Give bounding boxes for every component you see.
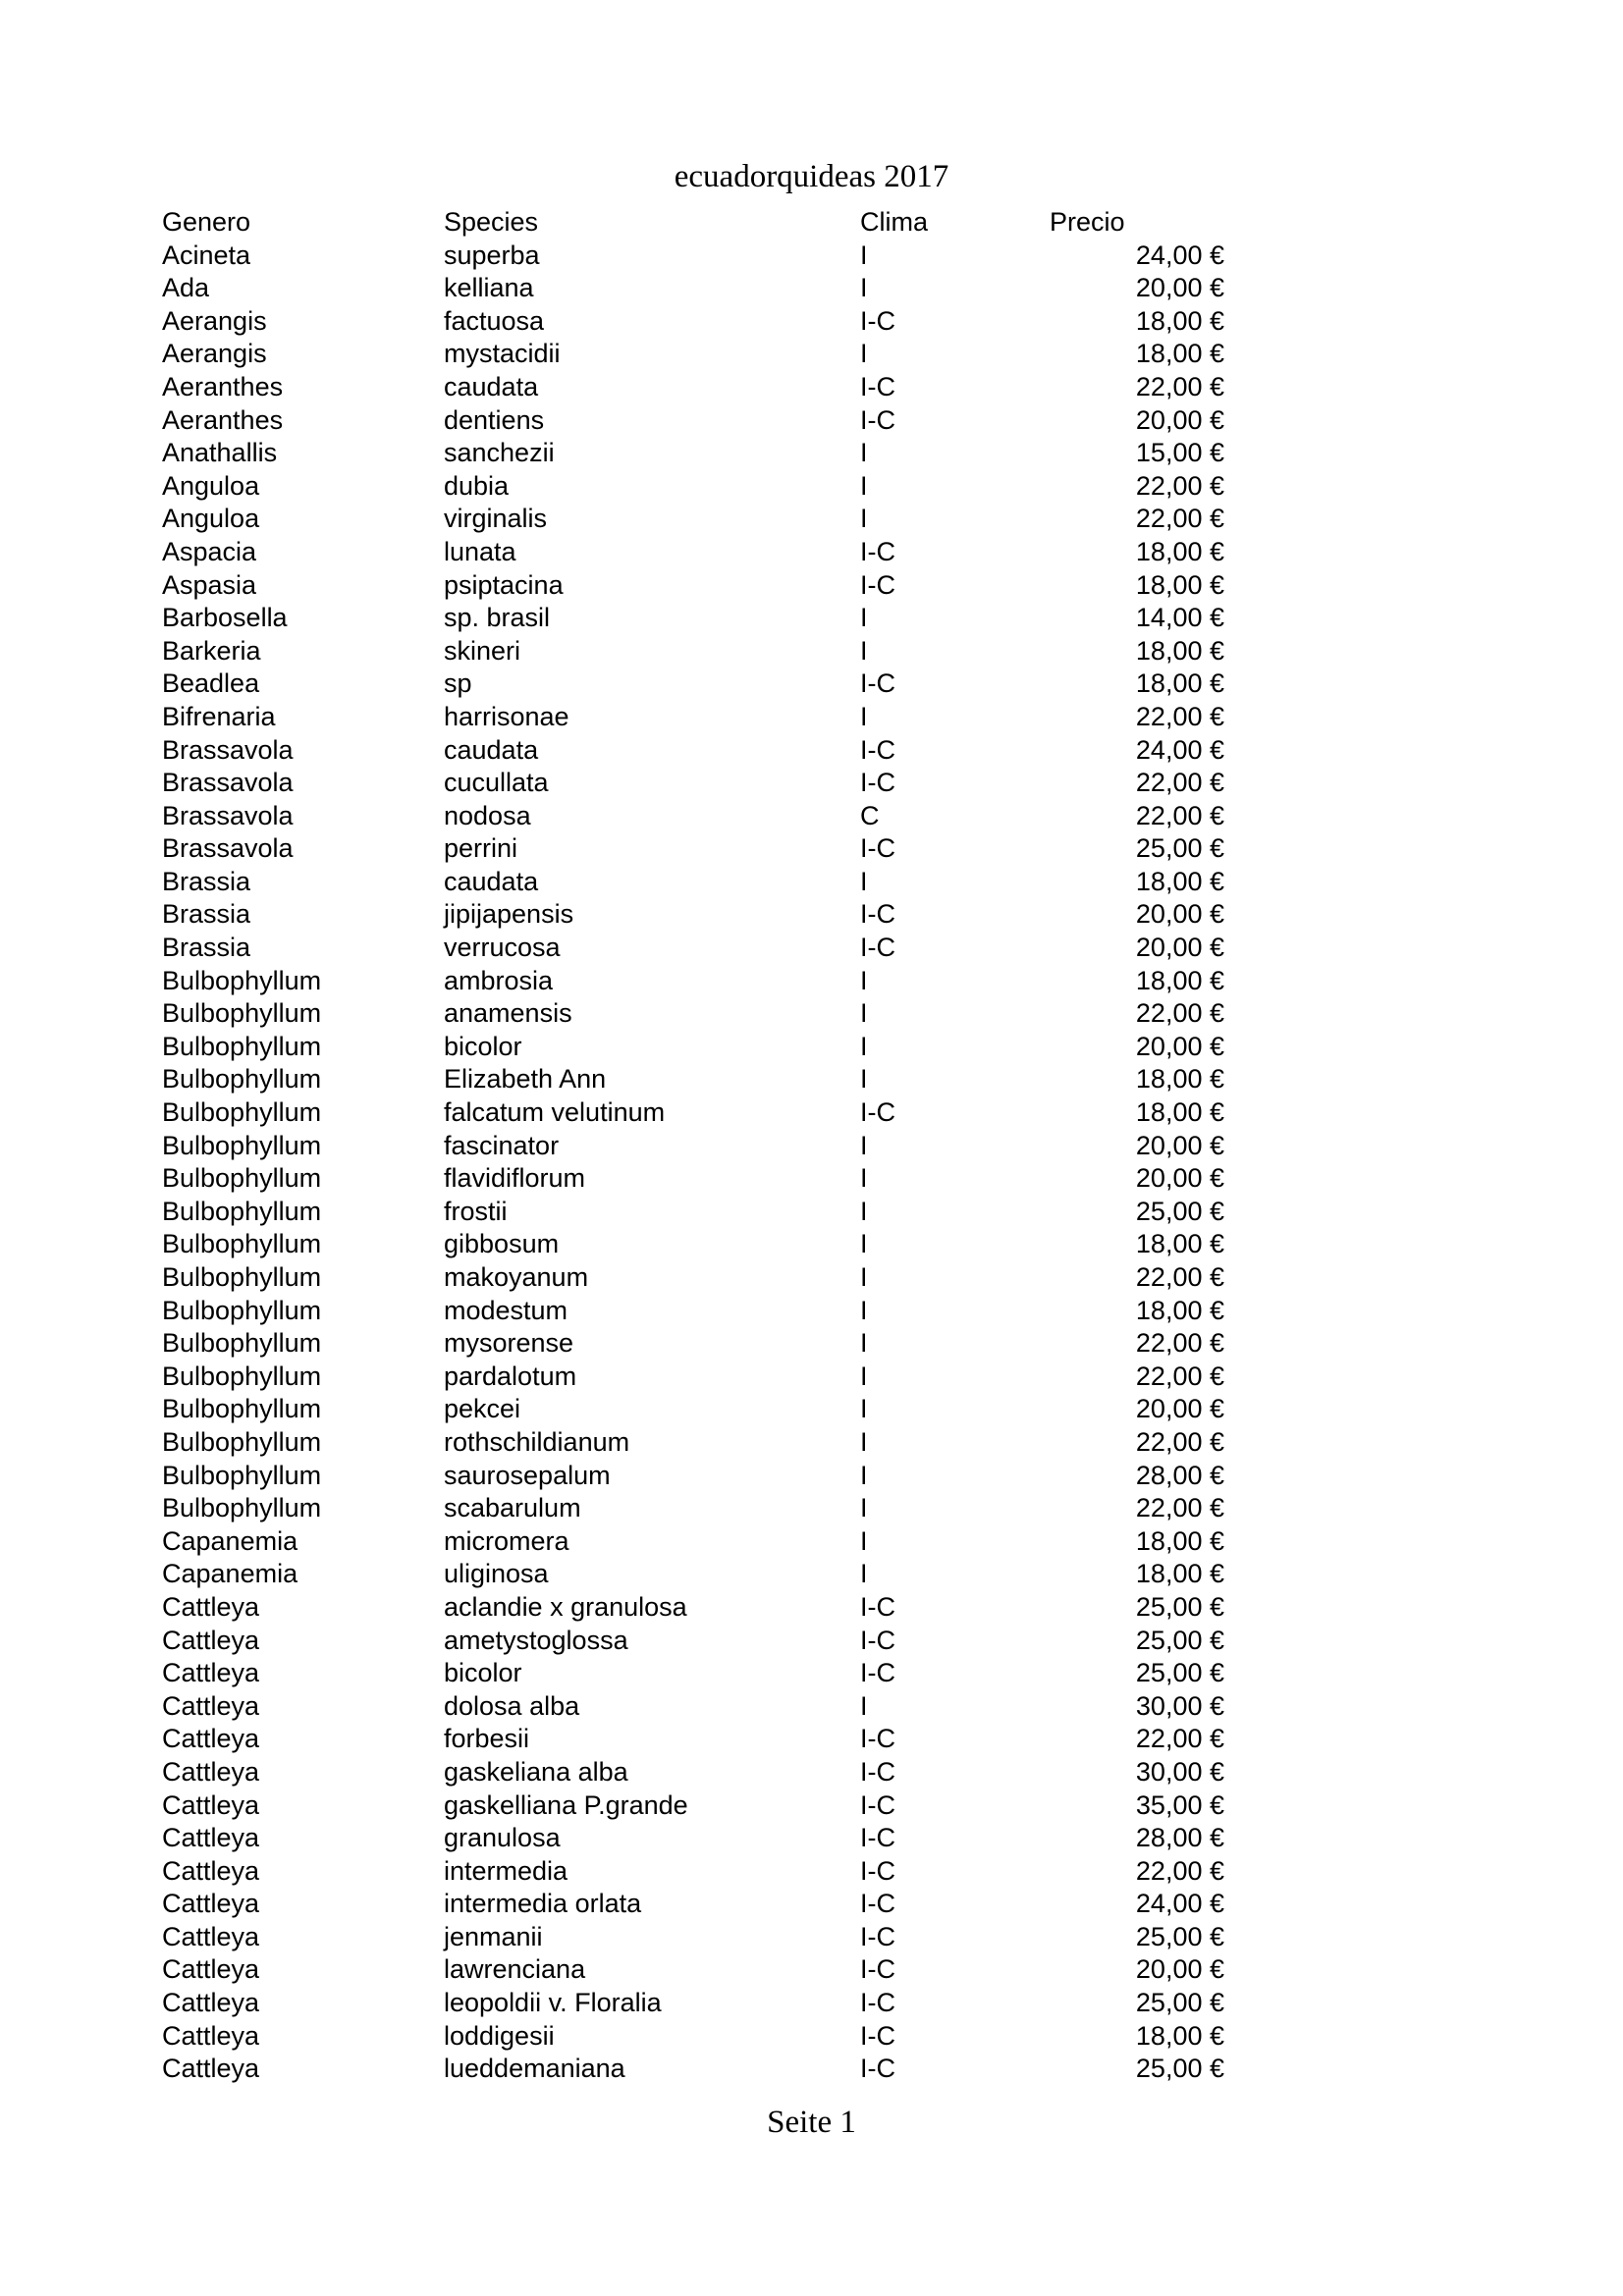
table-row — [162, 667, 1242, 701]
cell-genero: Aerangis — [162, 339, 267, 369]
cell-precio: 18,00 € — [1135, 1525, 1224, 1556]
table-row — [162, 1196, 1242, 1229]
cell-clima: I-C — [860, 1889, 895, 1919]
cell-genero: Brassavola — [162, 768, 294, 798]
cell-species: factuosa — [444, 305, 545, 336]
cell-clima: I — [860, 1262, 868, 1292]
cell-precio: 18,00 € — [1135, 668, 1224, 699]
table-row — [162, 1228, 1242, 1261]
cell-genero: Brassavola — [162, 833, 294, 864]
table-row — [162, 1130, 1242, 1163]
table-row — [162, 602, 1242, 635]
cell-precio: 22,00 € — [1135, 1361, 1224, 1391]
cell-species: sp. brasil — [444, 603, 551, 633]
cell-precio: 20,00 € — [1135, 1130, 1224, 1160]
table-row — [162, 1558, 1242, 1591]
cell-species: caudata — [444, 866, 539, 896]
cell-clima: I-C — [860, 569, 895, 600]
cell-species: gaskeliana alba — [444, 1756, 628, 1787]
cell-species: lawrenciana — [444, 1954, 586, 1985]
cell-precio: 20,00 € — [1135, 1163, 1224, 1194]
table-row — [162, 1756, 1242, 1789]
table-row — [162, 1361, 1242, 1394]
table-row — [162, 1789, 1242, 1823]
table-row — [162, 503, 1242, 536]
table-row — [162, 1327, 1242, 1361]
table-row — [162, 1888, 1242, 1921]
cell-precio: 20,00 € — [1135, 1031, 1224, 1061]
cell-genero: Brassavola — [162, 800, 294, 830]
cell-clima: I-C — [860, 2020, 895, 2051]
cell-clima: I-C — [860, 833, 895, 864]
cell-precio: 18,00 € — [1135, 1097, 1224, 1128]
cell-genero: Cattleya — [162, 1823, 260, 1853]
cell-clima: I — [860, 1460, 868, 1490]
cell-species: ambrosia — [444, 965, 554, 995]
table-row — [162, 734, 1242, 768]
cell-precio: 20,00 € — [1135, 899, 1224, 930]
cell-precio: 18,00 € — [1135, 866, 1224, 896]
cell-genero: Aspacia — [162, 536, 257, 566]
table-row — [162, 1525, 1242, 1559]
cell-species: Elizabeth Ann — [444, 1064, 607, 1095]
table-row — [162, 437, 1242, 470]
cell-precio: 18,00 € — [1135, 1559, 1224, 1589]
table-row — [162, 1723, 1242, 1756]
cell-clima: I-C — [860, 1954, 895, 1985]
cell-species: saurosepalum — [444, 1460, 611, 1490]
table-row — [162, 404, 1242, 438]
table-row — [162, 800, 1242, 833]
price-table — [162, 206, 1242, 2086]
cell-genero: Cattleya — [162, 1724, 260, 1754]
cell-precio: 28,00 € — [1135, 1460, 1224, 1490]
cell-clima: I — [860, 1196, 868, 1226]
table-row — [162, 932, 1242, 965]
cell-genero: Anathallis — [162, 438, 278, 468]
cell-clima: I-C — [860, 933, 895, 963]
cell-genero: Anguloa — [162, 470, 260, 501]
cell-clima: I — [860, 1690, 868, 1721]
table-row — [162, 701, 1242, 734]
cell-species: dubia — [444, 470, 510, 501]
cell-clima: I-C — [860, 1988, 895, 2018]
cell-precio: 20,00 € — [1135, 933, 1224, 963]
cell-genero: Beadlea — [162, 668, 260, 699]
cell-clima: I — [860, 603, 868, 633]
cell-species: forbesii — [444, 1724, 530, 1754]
cell-precio: 22,00 € — [1135, 1262, 1224, 1292]
cell-precio: 22,00 € — [1135, 768, 1224, 798]
table-row — [162, 272, 1242, 305]
cell-precio: 25,00 € — [1135, 1196, 1224, 1226]
cell-clima: I — [860, 438, 868, 468]
cell-genero: Cattleya — [162, 2020, 260, 2051]
cell-clima: I — [860, 1130, 868, 1160]
cell-species: pardalotum — [444, 1361, 577, 1391]
cell-clima: I — [860, 1229, 868, 1259]
cell-precio: 35,00 € — [1135, 1789, 1224, 1820]
cell-genero: Aeranthes — [162, 404, 284, 435]
table-row — [162, 1063, 1242, 1096]
cell-clima: I — [860, 866, 868, 896]
cell-genero: Barbosella — [162, 603, 288, 633]
cell-precio: 22,00 € — [1135, 1328, 1224, 1359]
cell-genero: Bulbophyllum — [162, 1426, 322, 1457]
cell-genero: Capanemia — [162, 1559, 298, 1589]
cell-clima: I-C — [860, 1724, 895, 1754]
cell-precio: 22,00 € — [1135, 1493, 1224, 1523]
cell-precio: 22,00 € — [1135, 1724, 1224, 1754]
cell-clima: I — [860, 701, 868, 731]
cell-species: pekcei — [444, 1394, 521, 1424]
table-row — [162, 866, 1242, 899]
cell-genero: Bulbophyllum — [162, 1163, 322, 1194]
cell-precio: 18,00 € — [1135, 536, 1224, 566]
cell-clima: I — [860, 1328, 868, 1359]
cell-species: harrisonae — [444, 701, 569, 731]
cell-clima: I — [860, 1361, 868, 1391]
cell-genero: Cattleya — [162, 1855, 260, 1886]
table-row — [162, 997, 1242, 1031]
table-row — [162, 1460, 1242, 1493]
cell-precio: 22,00 € — [1135, 371, 1224, 401]
cell-species: lunata — [444, 536, 516, 566]
cell-genero: Cattleya — [162, 1658, 260, 1688]
table-row — [162, 1393, 1242, 1426]
cell-clima: I — [860, 1064, 868, 1095]
cell-precio: 14,00 € — [1135, 603, 1224, 633]
cell-clima: I-C — [860, 1591, 895, 1622]
cell-clima: I — [860, 1295, 868, 1325]
cell-genero: Bulbophyllum — [162, 965, 322, 995]
cell-precio: 22,00 € — [1135, 701, 1224, 731]
table-row — [162, 1096, 1242, 1130]
cell-precio: 18,00 € — [1135, 1064, 1224, 1095]
cell-species: fascinator — [444, 1130, 560, 1160]
page-footer: Seite 1 — [767, 2105, 856, 2140]
cell-species: leopoldii v. Floralia — [444, 1988, 662, 2018]
table-row — [162, 1987, 1242, 2020]
cell-precio: 25,00 € — [1135, 2054, 1224, 2084]
table-row — [162, 569, 1242, 603]
cell-precio: 18,00 € — [1135, 965, 1224, 995]
cell-species: anamensis — [444, 998, 572, 1029]
cell-genero: Capanemia — [162, 1525, 298, 1556]
cell-species: perrini — [444, 833, 518, 864]
table-row — [162, 470, 1242, 504]
table-row — [162, 1031, 1242, 1064]
cell-species: aclandie x granulosa — [444, 1591, 687, 1622]
cell-precio: 18,00 € — [1135, 1295, 1224, 1325]
cell-clima: I-C — [860, 1097, 895, 1128]
cell-genero: Bulbophyllum — [162, 1064, 322, 1095]
cell-species: granulosa — [444, 1823, 561, 1853]
cell-precio: 18,00 € — [1135, 2020, 1224, 2051]
cell-precio: 22,00 € — [1135, 470, 1224, 501]
cell-clima: I — [860, 240, 868, 270]
cell-precio: 18,00 € — [1135, 1229, 1224, 1259]
table-row — [162, 240, 1242, 273]
cell-species: lueddemaniana — [444, 2054, 625, 2084]
cell-precio: 20,00 € — [1135, 404, 1224, 435]
cell-clima: I-C — [860, 1625, 895, 1655]
cell-clima: I — [860, 470, 868, 501]
cell-precio: 25,00 € — [1135, 1658, 1224, 1688]
table-row — [162, 2020, 1242, 2054]
cell-clima: I — [860, 965, 868, 995]
cell-precio: 24,00 € — [1135, 240, 1224, 270]
table-row — [162, 965, 1242, 998]
cell-species: cucullata — [444, 768, 549, 798]
cell-species: modestum — [444, 1295, 568, 1325]
cell-genero: Cattleya — [162, 1690, 260, 1721]
cell-genero: Bulbophyllum — [162, 998, 322, 1029]
cell-precio: 25,00 € — [1135, 1625, 1224, 1655]
cell-species: skineri — [444, 635, 521, 666]
table-row — [162, 1261, 1242, 1295]
table-row — [162, 338, 1242, 371]
cell-species: micromera — [444, 1525, 569, 1556]
cell-species: falcatum velutinum — [444, 1097, 666, 1128]
cell-species: mysorense — [444, 1328, 574, 1359]
cell-clima: I — [860, 1525, 868, 1556]
cell-clima: I-C — [860, 1789, 895, 1820]
cell-species: bicolor — [444, 1658, 522, 1688]
table-row — [162, 305, 1242, 339]
cell-precio: 22,00 € — [1135, 1426, 1224, 1457]
cell-genero: Bulbophyllum — [162, 1262, 322, 1292]
cell-genero: Acineta — [162, 240, 251, 270]
table-row — [162, 767, 1242, 800]
cell-precio: 25,00 € — [1135, 833, 1224, 864]
page-title: ecuadorquideas 2017 — [674, 159, 949, 194]
cell-precio: 22,00 € — [1135, 504, 1224, 534]
cell-clima: I — [860, 1559, 868, 1589]
cell-species: jenmanii — [444, 1921, 543, 1951]
table-row — [162, 1690, 1242, 1724]
cell-precio: 18,00 € — [1135, 569, 1224, 600]
table-header-row — [162, 206, 1242, 240]
table-row — [162, 536, 1242, 569]
cell-clima: I-C — [860, 2054, 895, 2084]
cell-precio: 20,00 € — [1135, 1394, 1224, 1424]
table-body — [162, 240, 1242, 2086]
cell-species: flavidiflorum — [444, 1163, 586, 1194]
cell-genero: Bulbophyllum — [162, 1031, 322, 1061]
cell-genero: Bulbophyllum — [162, 1493, 322, 1523]
cell-genero: Bulbophyllum — [162, 1361, 322, 1391]
cell-clima: I-C — [860, 1855, 895, 1886]
cell-precio: 24,00 € — [1135, 734, 1224, 765]
table-row — [162, 1921, 1242, 1954]
cell-species: intermedia orlata — [444, 1889, 642, 1919]
cell-species: uliginosa — [444, 1559, 549, 1589]
cell-precio: 20,00 € — [1135, 1954, 1224, 1985]
cell-genero: Bulbophyllum — [162, 1328, 322, 1359]
cell-clima: I — [860, 998, 868, 1029]
cell-precio: 18,00 € — [1135, 635, 1224, 666]
cell-species: jipijapensis — [444, 899, 574, 930]
cell-clima: I-C — [860, 734, 895, 765]
header-genero: Genero — [162, 207, 251, 237]
cell-precio: 18,00 € — [1135, 339, 1224, 369]
cell-genero: Cattleya — [162, 1921, 260, 1951]
cell-genero: Cattleya — [162, 1756, 260, 1787]
cell-genero: Brassia — [162, 866, 251, 896]
cell-precio: 25,00 € — [1135, 1988, 1224, 2018]
cell-species: loddigesii — [444, 2020, 555, 2051]
cell-clima: I — [860, 1426, 868, 1457]
cell-species: gibbosum — [444, 1229, 560, 1259]
table-row — [162, 1426, 1242, 1460]
cell-species: virginalis — [444, 504, 548, 534]
cell-genero: Cattleya — [162, 2054, 260, 2084]
cell-genero: Aspasia — [162, 569, 257, 600]
cell-species: ametystoglossa — [444, 1625, 628, 1655]
cell-clima: I — [860, 1394, 868, 1424]
cell-clima: I-C — [860, 899, 895, 930]
cell-genero: Aeranthes — [162, 371, 284, 401]
cell-clima: I-C — [860, 1658, 895, 1688]
cell-species: dentiens — [444, 404, 545, 435]
cell-genero: Anguloa — [162, 504, 260, 534]
cell-clima: I — [860, 1031, 868, 1061]
cell-species: sp — [444, 668, 472, 699]
header-clima: Clima — [860, 207, 929, 237]
cell-species: bicolor — [444, 1031, 522, 1061]
cell-precio: 24,00 € — [1135, 1889, 1224, 1919]
cell-genero: Bulbophyllum — [162, 1097, 322, 1128]
cell-species: psiptacina — [444, 569, 564, 600]
table-row — [162, 1295, 1242, 1328]
cell-genero: Cattleya — [162, 1889, 260, 1919]
cell-clima: I-C — [860, 1756, 895, 1787]
cell-clima: I-C — [860, 404, 895, 435]
cell-species: frostii — [444, 1196, 508, 1226]
cell-genero: Cattleya — [162, 1988, 260, 2018]
cell-genero: Brassia — [162, 933, 251, 963]
cell-genero: Bulbophyllum — [162, 1460, 322, 1490]
cell-genero: Bifrenaria — [162, 701, 276, 731]
cell-clima: I — [860, 339, 868, 369]
cell-genero: Aerangis — [162, 305, 267, 336]
cell-genero: Bulbophyllum — [162, 1229, 322, 1259]
cell-clima: I — [860, 273, 868, 303]
cell-genero: Cattleya — [162, 1954, 260, 1985]
cell-species: rothschildianum — [444, 1426, 630, 1457]
cell-species: mystacidii — [444, 339, 561, 369]
cell-species: verrucosa — [444, 933, 561, 963]
cell-species: caudata — [444, 371, 539, 401]
cell-genero: Cattleya — [162, 1789, 260, 1820]
cell-clima: I-C — [860, 1823, 895, 1853]
table-row — [162, 371, 1242, 404]
table-row — [162, 832, 1242, 866]
cell-genero: Cattleya — [162, 1625, 260, 1655]
cell-species: caudata — [444, 734, 539, 765]
cell-genero: Cattleya — [162, 1591, 260, 1622]
table-row — [162, 1492, 1242, 1525]
cell-genero: Bulbophyllum — [162, 1196, 322, 1226]
cell-genero: Bulbophyllum — [162, 1130, 322, 1160]
cell-precio: 18,00 € — [1135, 305, 1224, 336]
cell-clima: I-C — [860, 371, 895, 401]
cell-genero: Bulbophyllum — [162, 1394, 322, 1424]
cell-clima: I — [860, 1493, 868, 1523]
cell-species: scabarulum — [444, 1493, 581, 1523]
table-row — [162, 2053, 1242, 2086]
cell-clima: I — [860, 635, 868, 666]
cell-clima: I-C — [860, 668, 895, 699]
cell-precio: 22,00 € — [1135, 998, 1224, 1029]
cell-clima: I — [860, 1163, 868, 1194]
cell-genero: Brassia — [162, 899, 251, 930]
table-row — [162, 898, 1242, 932]
cell-precio: 22,00 € — [1135, 1855, 1224, 1886]
cell-clima: I-C — [860, 536, 895, 566]
cell-genero: Brassavola — [162, 734, 294, 765]
cell-species: dolosa alba — [444, 1690, 580, 1721]
cell-clima: I — [860, 504, 868, 534]
cell-precio: 22,00 € — [1135, 800, 1224, 830]
cell-clima: I-C — [860, 305, 895, 336]
table-row — [162, 1657, 1242, 1690]
cell-precio: 30,00 € — [1135, 1756, 1224, 1787]
cell-precio: 20,00 € — [1135, 273, 1224, 303]
header-precio: Precio — [1050, 207, 1125, 237]
cell-precio: 15,00 € — [1135, 438, 1224, 468]
cell-species: intermedia — [444, 1855, 568, 1886]
cell-precio: 25,00 € — [1135, 1921, 1224, 1951]
table-row — [162, 635, 1242, 668]
cell-precio: 25,00 € — [1135, 1591, 1224, 1622]
cell-clima: I-C — [860, 1921, 895, 1951]
cell-clima: C — [860, 800, 880, 830]
table-row — [162, 1855, 1242, 1889]
cell-precio: 28,00 € — [1135, 1823, 1224, 1853]
cell-genero: Bulbophyllum — [162, 1295, 322, 1325]
cell-species: nodosa — [444, 800, 531, 830]
cell-genero: Barkeria — [162, 635, 261, 666]
cell-genero: Ada — [162, 273, 210, 303]
table-row — [162, 1822, 1242, 1855]
header-species: Species — [444, 207, 539, 237]
cell-species: superba — [444, 240, 540, 270]
cell-species: gaskelliana P.grande — [444, 1789, 688, 1820]
table-row — [162, 1625, 1242, 1658]
cell-precio: 30,00 € — [1135, 1690, 1224, 1721]
cell-species: makoyanum — [444, 1262, 589, 1292]
table-row — [162, 1162, 1242, 1196]
cell-species: sanchezii — [444, 438, 555, 468]
table-row — [162, 1953, 1242, 1987]
cell-species: kelliana — [444, 273, 534, 303]
table-row — [162, 1591, 1242, 1625]
cell-clima: I-C — [860, 768, 895, 798]
